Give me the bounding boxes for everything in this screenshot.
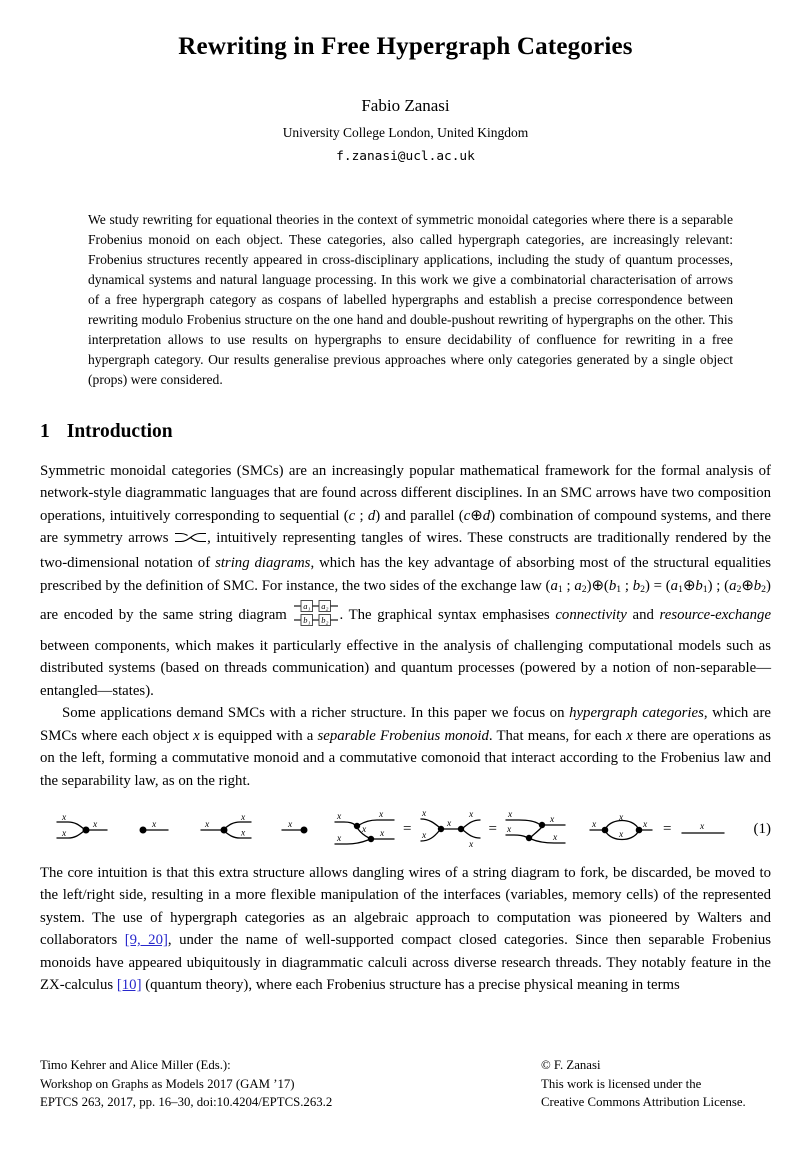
text-segment: is equipped with a (199, 727, 318, 744)
text-segment: b (608, 577, 617, 594)
wire-label: x (592, 819, 597, 830)
wire-label: x (241, 828, 246, 839)
citation-link[interactable]: [10] (116, 976, 142, 993)
wire-label: x (379, 809, 384, 820)
text-segment: . The graphical syntax emphasises (339, 606, 556, 623)
text-segment: d (482, 507, 491, 524)
frobenius-law (333, 810, 567, 850)
separability-left-diagram (588, 813, 654, 847)
wire-label: x (152, 819, 157, 830)
text-segment: The core intuition is that this extra structure allows dangling wires of a string diagram to fork, be discarded, be moved to the left/right side, resulting in a more flexible manipulation of the interfaces (variables, memory cells) of the represented system. The use of hypergraph categories as an algebraic approach to computation was pioneered by Walters and collaborators (40, 864, 771, 949)
counit-diagram (280, 814, 312, 846)
footer-workshop-line: Workshop on Graphs as Models 2017 (GAM ’17) (40, 1076, 295, 1091)
text-segment: d (367, 507, 376, 524)
text-segment: ⊕ (741, 577, 754, 594)
wire-label: x (552, 832, 558, 843)
text-segment: b (632, 577, 641, 594)
text-segment: 2 (736, 583, 742, 595)
section-heading (40, 421, 771, 443)
wire-box-label: b₁ (302, 614, 310, 625)
text-segment: Some applications demand SMCs with a richer structure. In this paper we focus on (62, 705, 570, 722)
text-segment: ) are encoded by the same string diagram (40, 577, 771, 623)
text-segment: between components, which makes it particularly effective in the analysis of challenging computational models such as distributed systems (based on threads communication) and quantum processes (powered by a notion of non-separable—entangled—states). (40, 638, 771, 699)
wire-label: x (380, 828, 385, 839)
text-segment: ) = ( (645, 577, 671, 594)
paragraph-intro-3 (40, 862, 771, 996)
text-segment: 2 (581, 583, 587, 595)
text-segment: , intuitively representing tangles of wires. These constructs are traditionally rendered by the two-dimensional notation of (40, 529, 771, 572)
text-segment: ) combination of compound systems, and there are symmetry arrows (40, 507, 771, 546)
text-segment: connectivity (555, 606, 627, 623)
wire-label: x (93, 819, 98, 830)
text-segment: Symmetric monoidal categories (SMCs) are an increasingly popular mathematical framework for the formal analysis of network-style diagrammatic languages that are found across different disciplines. In an SMC arrows have two composition operations, intuitively corresponding to sequential ( (40, 462, 771, 524)
wire-label: x (549, 814, 555, 825)
abstract: We study rewriting for equational theories in the context of symmetric monoidal categories where there is a separable Frobenius monoid on each object. These categories, also called hypergraph categories, are increasingly relevant: Frobenius structures recently appeared in cross-disciplinary applications, including the study of quantum processes, dynamical systems and natural language processing. In this work we give a combinatorial characterisation of arrows of a free hypergraph category as cospans of labelled hypergraphs and establish a precise correspondence between rewriting modulo Frobenius structure on the one hand and double-pushout rewriting of hypergraphs on the other. This interpretation allows to use results on hypergraphs to ensure decidability of confluence for rewriting in a free hypergraph category. Our results generalise previous approaches where only categories generated by a single object (props) were considered. (88, 212, 733, 387)
wire-box-label: b₂ (320, 614, 328, 625)
text-segment: x (626, 727, 633, 744)
wire-label: x (446, 818, 451, 829)
text-segment: and (626, 606, 660, 623)
text-segment: b (753, 577, 762, 594)
text-segment: , under the name of well-supported compact closed categories. Since then separable Frobenius monoids have appeared ubiquitously in diagrammatic calculi across diverse research threads. They notably feature in the ZX-calculus (40, 932, 771, 993)
text-segment: separable Frobenius monoid (317, 727, 489, 744)
wire-label: x (421, 830, 426, 841)
footer-license-line-1: This work is licensed under the (541, 1076, 702, 1091)
equation-number: (1) (753, 821, 771, 838)
separability-law (588, 813, 726, 847)
footer-license-line-2[interactable]: Creative Commons Attribution License. (541, 1095, 746, 1110)
wire-label: x (619, 812, 624, 823)
comultiplication-diagram (199, 814, 253, 846)
footer-editors-line: Timo Kehrer and Alice Miller (Eds.): (40, 1058, 231, 1072)
text-segment: 1 (702, 583, 708, 595)
equals-sign: = (663, 821, 672, 838)
footer-copyright-line: © F. Zanasi (541, 1058, 601, 1072)
text-segment: 1 (678, 583, 683, 595)
text-segment: ; (562, 577, 575, 594)
frobenius-law-right-diagram (504, 810, 567, 850)
page-footer (40, 1056, 771, 1112)
multiplication-diagram (55, 814, 109, 846)
wire-label: x (62, 813, 67, 823)
exchange-law-string-diagram (293, 598, 340, 635)
wire-label: x (468, 809, 473, 820)
text-segment: a (574, 577, 582, 594)
text-segment: c (348, 507, 356, 524)
frobenius-law-left-diagram (333, 810, 396, 850)
section-title: Introduction (66, 420, 173, 442)
text-segment: b (695, 577, 703, 594)
text-segment: string diagrams (215, 555, 311, 572)
wire-label: x (62, 828, 67, 839)
section-number: 1 (40, 420, 50, 442)
text-segment: 2 (761, 583, 767, 595)
text-segment: resource-exchange (659, 606, 772, 623)
paper-title: Rewriting in Free Hypergraph Categories (178, 33, 633, 60)
author-name: Fabio Zanasi (361, 96, 450, 115)
footer-publication-info (40, 1056, 332, 1112)
text-segment: 2 (640, 583, 645, 595)
wire-label: x (288, 819, 293, 830)
text-segment: ⊕ (470, 507, 483, 524)
equals-sign: = (488, 821, 497, 838)
text-segment: a (670, 577, 679, 594)
symmetry-arrows-diagram (174, 530, 207, 552)
text-segment: ) and parallel ( (375, 507, 464, 524)
author-affiliation: University College London, United Kingdom (282, 125, 529, 140)
text-segment: c (463, 507, 471, 524)
equals-sign: = (403, 821, 412, 838)
text-segment: ; (355, 507, 368, 524)
text-segment: a (550, 577, 558, 594)
text-segment: 1 (557, 583, 563, 595)
text-segment: there are operations as on the left, forming a commutative monoid and a commutative comonoid that interact according to the Frobenius law and the separability law, as on the right. (40, 727, 771, 789)
wire-label: x (337, 833, 342, 844)
paragraph-intro-2 (40, 702, 771, 792)
identity-wire-diagram (680, 818, 726, 842)
text-segment: (quantum theory), where each Frobenius structure has a precise physical meaning in terms (141, 976, 680, 993)
wire-label: x (468, 839, 473, 850)
introduction-body (40, 460, 771, 997)
wire-label: x (337, 811, 342, 822)
text-segment: a (729, 577, 737, 594)
wire-label: x (421, 809, 426, 819)
text-segment: , which has the key advantage of absorbing most of the structural equalities prescribed by the definition of SMC. For instance, the two sides of the exchange law ( (40, 555, 771, 594)
wire-label: x (506, 824, 512, 835)
wire-label: x (643, 819, 648, 830)
text-segment: )⊕( (586, 577, 609, 594)
text-segment: , which are SMCs where each object (40, 705, 771, 744)
citation-link[interactable]: [9, 20] (124, 932, 168, 949)
text-segment: . That means, for each (488, 727, 627, 744)
wire-label: x (619, 829, 624, 840)
frobenius-law-middle-diagram (419, 810, 482, 850)
equation-1 (40, 810, 771, 850)
wire-box-label: a₁ (302, 600, 310, 611)
author-email[interactable]: f.zanasi@ucl.ac.uk (336, 149, 475, 164)
frobenius-generators (55, 814, 312, 846)
paragraph-intro-1 (40, 460, 771, 703)
wire-box-label: a₂ (320, 600, 328, 611)
wire-label: x (362, 824, 367, 835)
wire-label: x (700, 821, 705, 832)
text-segment: x (193, 727, 200, 744)
wire-label: x (205, 819, 210, 830)
text-segment: hypergraph categories (569, 705, 704, 722)
text-segment: ; (621, 577, 633, 594)
unit-diagram (136, 814, 172, 846)
footer-license-info (541, 1056, 771, 1112)
wire-label: x (241, 813, 246, 823)
text-segment: 1 (616, 583, 622, 595)
footer-eptcs-doi-line[interactable]: EPTCS 263, 2017, pp. 16–30, doi:10.4204/EPTCS.263.2 (40, 1095, 333, 1110)
wire-label: x (507, 809, 513, 820)
text-segment: ⊕ (682, 577, 696, 594)
text-segment: ) ; ( (707, 577, 730, 594)
